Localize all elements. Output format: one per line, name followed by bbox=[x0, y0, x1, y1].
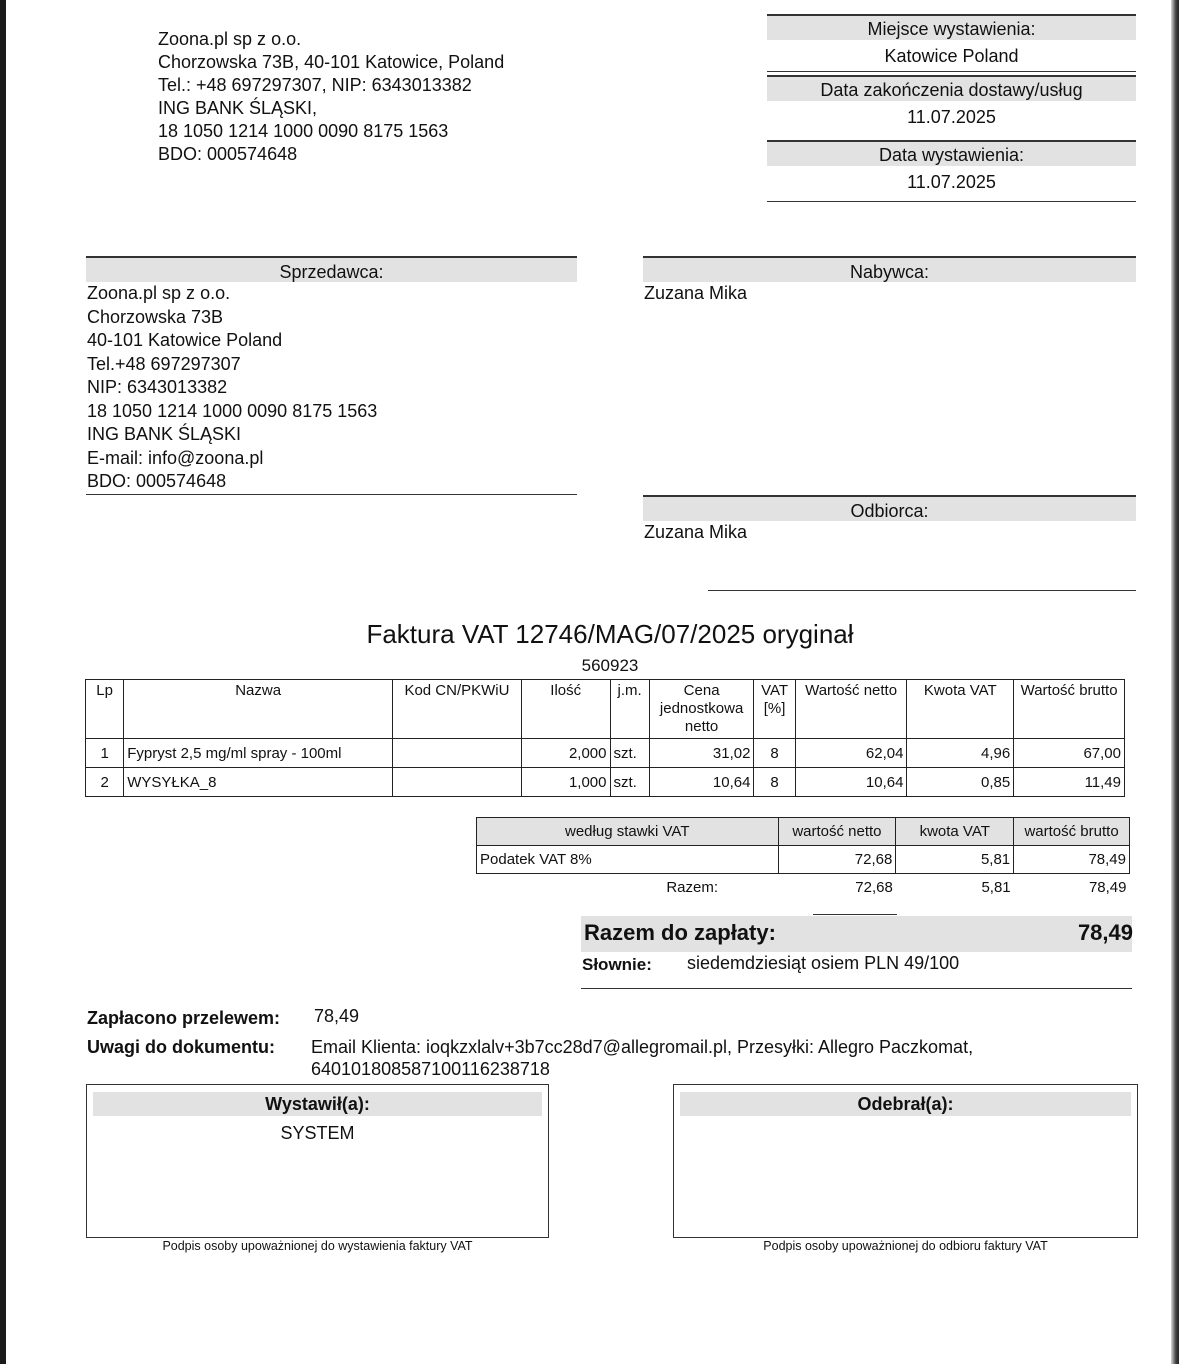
recipient-name: Zuzana Mika bbox=[644, 522, 748, 542]
seller-line: Tel.+48 697297307 bbox=[87, 353, 241, 374]
cell-unit: szt. bbox=[610, 768, 649, 797]
vat-rate-row bbox=[477, 846, 1130, 874]
header-company-block bbox=[158, 28, 504, 166]
col-code: Kod CN/PKWiU bbox=[393, 680, 522, 739]
notes-label: Uwagi do dokumentu: bbox=[87, 1037, 275, 1057]
cell-gross: 67,00 bbox=[1014, 739, 1125, 768]
header-company-line: ING BANK ŚLĄSKI, bbox=[158, 98, 318, 118]
notes-value: Email Klienta: ioqkzxlalv+3b7cc28d7@allegromail.pl, Przesyłki: Allegro Paczkomat, 640101808587100116238718 bbox=[311, 1037, 974, 1079]
place-box bbox=[767, 14, 1136, 72]
seller-line: 18 1050 1214 1000 0090 8175 1563 bbox=[87, 400, 378, 421]
col-lp: Lp bbox=[86, 680, 124, 739]
cell-lp: 2 bbox=[86, 768, 124, 797]
seller-line: BDO: 000574648 bbox=[87, 471, 227, 491]
header-company-line: Tel.: +48 697297307, NIP: 6343013382 bbox=[158, 75, 472, 95]
seller-block bbox=[86, 256, 577, 494]
words-label: Słownie: bbox=[582, 955, 652, 974]
cell-vat-rate: 8 bbox=[754, 739, 795, 768]
receiver-caption: Podpis osoby upoważnionej do odbioru faktury VAT bbox=[763, 1239, 1048, 1253]
vat-col-vat: kwota VAT bbox=[896, 818, 1014, 846]
col-vat-amount: Kwota VAT bbox=[907, 680, 1014, 739]
col-net: Wartość netto bbox=[795, 680, 907, 739]
issue-date-label: Data wystawienia: bbox=[767, 140, 1136, 166]
recipient-heading: Odbiorca: bbox=[643, 495, 1136, 521]
col-vat-rate: VAT [%] bbox=[754, 680, 795, 739]
buyer-name: Zuzana Mika bbox=[644, 283, 748, 303]
col-name: Nazwa bbox=[124, 680, 393, 739]
recipient-block bbox=[643, 495, 1136, 545]
cell-qty: 2,000 bbox=[521, 739, 610, 768]
invoice-subtitle: 560923 bbox=[581, 656, 639, 675]
vat-total-net: 72,68 bbox=[855, 879, 893, 897]
cell-name: Fypryst 2,5 mg/ml spray - 100ml bbox=[124, 739, 393, 768]
place-label: Miejsce wystawienia: bbox=[767, 14, 1136, 40]
cell-vat-rate: 8 bbox=[754, 768, 795, 797]
cell-net: 10,64 bbox=[795, 768, 907, 797]
vat-rate-label: Podatek VAT 8% bbox=[477, 846, 779, 874]
vat-total-vat: 5,81 bbox=[981, 879, 1011, 897]
buyer-heading: Nabywca: bbox=[643, 256, 1136, 282]
col-unit-price: Cena jednostkowa netto bbox=[649, 680, 754, 739]
vat-total-row bbox=[477, 874, 1130, 902]
header-company-line: BDO: 000574648 bbox=[158, 144, 298, 164]
total-value: 78,49 bbox=[1077, 920, 1133, 945]
table-row bbox=[86, 739, 1125, 768]
place-value: Katowice Poland bbox=[767, 40, 1136, 72]
vat-col-rate: według stawki VAT bbox=[477, 818, 779, 846]
buyer-block bbox=[643, 256, 1136, 306]
vat-rate-net: 72,68 bbox=[778, 846, 896, 874]
recipient-divider bbox=[708, 590, 1136, 591]
cell-name: WYSYŁKA_8 bbox=[124, 768, 393, 797]
col-qty: Ilość bbox=[521, 680, 610, 739]
cell-unit-price: 31,02 bbox=[649, 739, 754, 768]
cell-unit-price: 10,64 bbox=[649, 768, 754, 797]
issuer-heading: Wystawił(a): bbox=[93, 1092, 542, 1116]
vat-rate-gross: 78,49 bbox=[1014, 846, 1130, 874]
issuer-value: SYSTEM bbox=[280, 1123, 355, 1143]
invoice-title: Faktura VAT 12746/MAG/07/2025 oryginał bbox=[366, 619, 854, 649]
issuer-caption: Podpis osoby upoważnionej do wystawienia faktury VAT bbox=[162, 1239, 473, 1253]
scan-border-left bbox=[0, 0, 6, 1364]
vat-col-gross: wartość brutto bbox=[1014, 818, 1130, 846]
header-company-line: 18 1050 1214 1000 0090 8175 1563 bbox=[158, 121, 449, 141]
header-company-line: Zoona.pl sp z o.o. bbox=[158, 29, 302, 49]
vat-total-label: Razem: bbox=[666, 879, 719, 897]
cell-lp: 1 bbox=[86, 739, 124, 768]
cell-net: 62,04 bbox=[795, 739, 907, 768]
seller-line: 40-101 Katowice Poland bbox=[87, 330, 283, 350]
cell-vat-amount: 0,85 bbox=[907, 768, 1014, 797]
total-divider bbox=[581, 988, 1132, 989]
seller-heading: Sprzedawca: bbox=[86, 256, 577, 282]
vat-col-net: wartość netto bbox=[778, 818, 896, 846]
seller-line: ING BANK ŚLĄSKI bbox=[87, 424, 242, 444]
items-table bbox=[85, 679, 1125, 797]
cell-gross: 11,49 bbox=[1014, 768, 1125, 797]
cell-unit: szt. bbox=[610, 739, 649, 768]
seller-line: Chorzowska 73B bbox=[87, 306, 224, 327]
delivery-date-box bbox=[767, 75, 1136, 137]
vat-rate-vat: 5,81 bbox=[896, 846, 1014, 874]
issue-date-value: 11.07.2025 bbox=[767, 166, 1136, 202]
delivery-date-value: 11.07.2025 bbox=[907, 107, 996, 127]
table-row bbox=[86, 768, 1125, 797]
cell-code bbox=[393, 739, 522, 768]
payment-value: 78,49 bbox=[314, 1006, 360, 1026]
cell-vat-amount: 4,96 bbox=[907, 739, 1014, 768]
issuer-signature-box bbox=[86, 1084, 549, 1238]
receiver-heading: Odebrał(a): bbox=[680, 1092, 1131, 1116]
issue-date-box bbox=[767, 140, 1136, 202]
cell-qty: 1,000 bbox=[521, 768, 610, 797]
payment-label: Zapłacono przelewem: bbox=[87, 1008, 281, 1028]
cell-code bbox=[393, 768, 522, 797]
scan-border-right bbox=[1171, 0, 1179, 1364]
seller-line: NIP: 6343013382 bbox=[87, 377, 228, 397]
receiver-signature-box bbox=[673, 1084, 1138, 1238]
total-label: Razem do zapłaty: bbox=[584, 920, 776, 945]
vat-summary-table bbox=[476, 817, 1130, 902]
col-gross: Wartość brutto bbox=[1014, 680, 1125, 739]
col-unit: j.m. bbox=[610, 680, 649, 739]
header-company-line: Chorzowska 73B, 40-101 Katowice, Poland bbox=[158, 52, 505, 72]
vat-total-gross: 78,49 bbox=[1088, 879, 1127, 897]
delivery-date-label: Data zakończenia dostawy/usług bbox=[767, 75, 1136, 101]
sum-underline bbox=[813, 914, 897, 915]
seller-line: Zoona.pl sp z o.o. bbox=[87, 283, 231, 303]
seller-divider bbox=[86, 494, 577, 495]
words-value: siedemdziesiąt osiem PLN 49/100 bbox=[687, 953, 960, 973]
seller-line: E-mail: info@zoona.pl bbox=[87, 447, 264, 468]
